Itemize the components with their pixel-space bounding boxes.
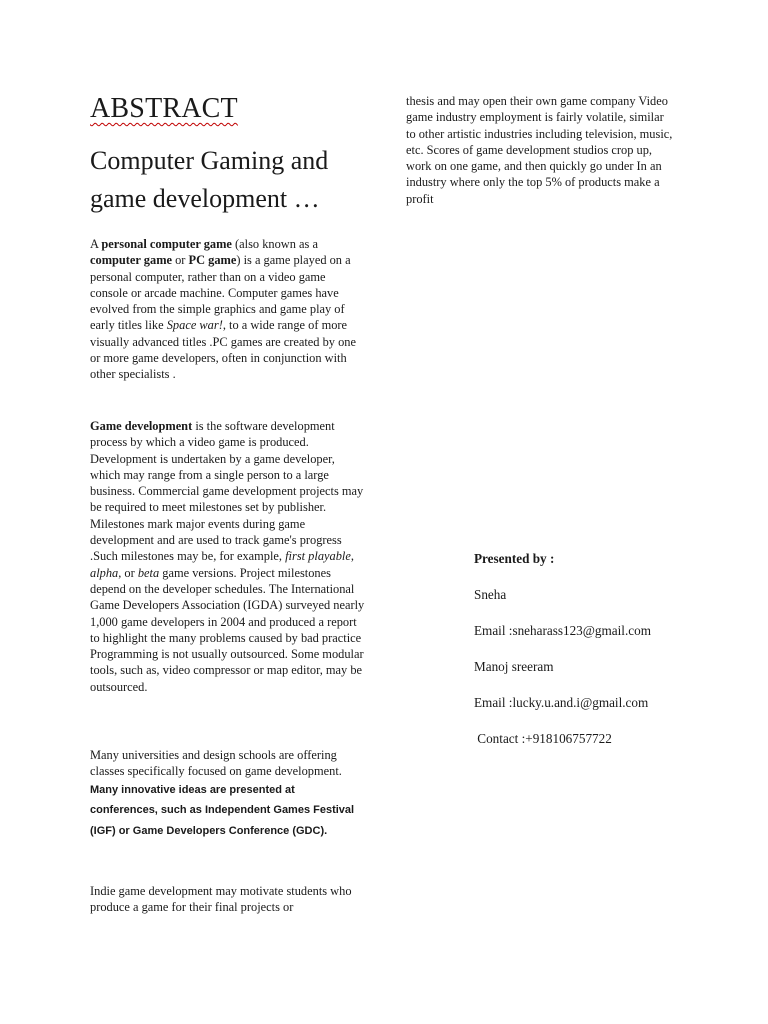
paragraph-universities xyxy=(90,747,365,841)
p2-italic-beta: beta xyxy=(137,565,160,580)
p1-text-2: (also known as a xyxy=(231,237,318,251)
p2-text-1: is the software development process by which a video game is produced. Development is undertaken by a game developer, which may range from a single person to a large business. Commercial game development projects may be required to meet milestones set by publisher. Milestones mark major events during game development and are used to track game's progress .Such milestones may be, for example, xyxy=(90,419,364,564)
presenter-name-1: Sneha xyxy=(474,587,507,602)
p2-text-2: , xyxy=(350,549,354,564)
p1-text-4: ) is a game played on a personal computer, rather than on a video game console or arcade machine. Computer games have evolved from the simple graphics and game play of early titles like xyxy=(90,253,351,333)
presenter-name-2: Manoj sreeram xyxy=(474,659,554,674)
p3-bold-conferences: Many innovative ideas are presented at conferences, such as Independent Games Festival (IGF) or Game Developers Conference (GDC). xyxy=(90,783,355,837)
presented-by-label: Presented by : xyxy=(474,551,555,566)
p2-text-3: , or xyxy=(118,565,138,580)
paragraph-game-development xyxy=(90,418,365,695)
p1-text-1: A xyxy=(90,237,102,251)
presenter-email-2: Email :lucky.u.and.i@gmail.com xyxy=(474,695,649,710)
p1-bold-computer-game: computer game xyxy=(90,253,173,268)
presenter-contact-phone: Contact :+918106757722 xyxy=(474,731,612,746)
p2-italic-alpha: alpha xyxy=(90,565,119,580)
paragraph-indie: Indie game development may motivate students who produce a game for their final projects or xyxy=(90,884,352,915)
paragraph-column2: thesis and may open their own game company Video game industry employment is fairly volatile, similar to other artistic industries including television, music, etc. Scores of game development studios crop up, work on one game, and then quickly go under In an industry where only the top 5% of products make a profit xyxy=(406,94,673,206)
p1-text-5: , to a wide range of more visually advanced titles .PC games are created by one or more game developers, often in conjunction with other specialists . xyxy=(90,318,356,382)
document-title: Computer Gaming and game development … xyxy=(90,146,329,213)
p2-text-4: game versions. Project milestones depend on the developer schedules. The International Game Developers Association (IGDA) surveyed nearly 1,000 game developers in 2004 and produced a report to highlight the many problems caused by bad practice Programming is not usually outsourced. Some modular tools, such as, video compressor or map editor, may be outsourced. xyxy=(90,565,365,694)
p3-text-1: Many universities and design schools are offering classes specifically focused on game development. xyxy=(90,748,342,779)
p2-italic-first-playable: first playable xyxy=(285,549,351,564)
paragraph-pc-game xyxy=(90,236,365,383)
abstract-heading: ABSTRACT xyxy=(90,93,238,124)
p1-bold-personal-computer-game: personal computer game xyxy=(101,237,232,251)
p1-bold-pc-game: PC game xyxy=(188,253,237,268)
presenter-email-1: Email :sneharass123@gmail.com xyxy=(474,623,651,638)
p1-text-3: or xyxy=(172,253,189,268)
p2-bold-game-development: Game development xyxy=(90,419,193,433)
p1-italic-space-war: Space war! xyxy=(166,318,223,333)
